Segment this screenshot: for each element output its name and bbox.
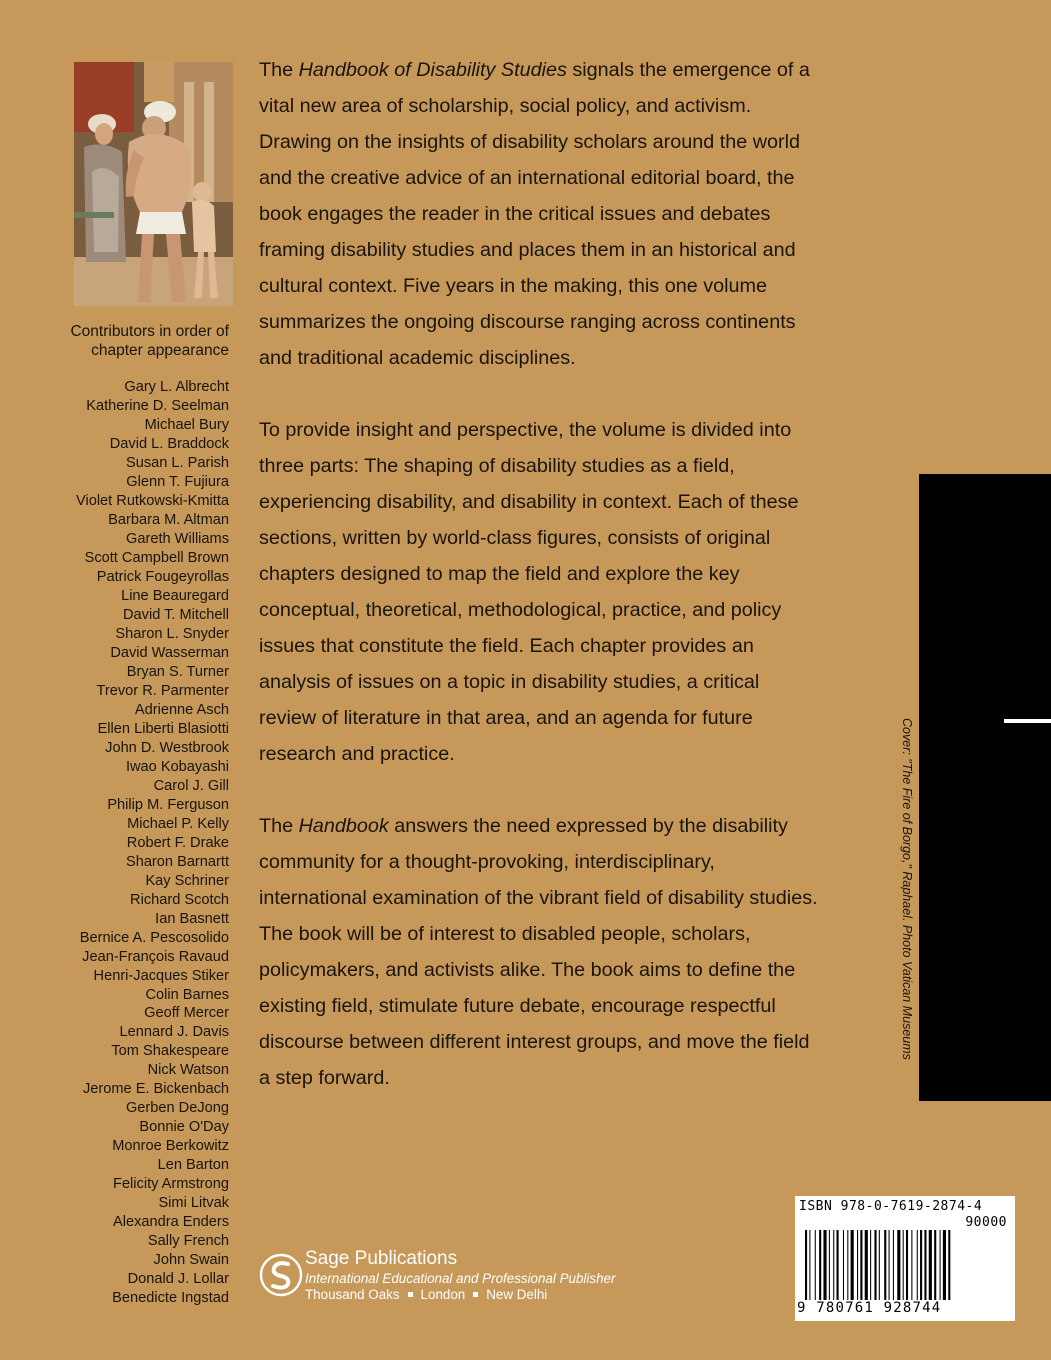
cover-credit: Cover: "The Fire of Borgo," Raphael. Photo Vatican Museums bbox=[900, 718, 914, 1060]
contributor-name: Scott Campbell Brown bbox=[84, 549, 229, 566]
city-thousand-oaks: Thousand Oaks bbox=[305, 1287, 400, 1302]
description-paragraph-1 bbox=[259, 52, 819, 376]
contributor-name: Gerben DeJong bbox=[125, 1100, 229, 1117]
contributor-name: Sally French bbox=[147, 1233, 229, 1250]
contributor-name: Michael P. Kelly bbox=[127, 815, 229, 832]
contributor-name: Alexandra Enders bbox=[112, 1214, 229, 1231]
contributor-name: John D. Westbrook bbox=[105, 739, 229, 756]
contributors-heading: Contributors in order of chapter appearance bbox=[70, 323, 229, 359]
barcode-bars-icon bbox=[805, 1230, 1009, 1300]
description-paragraph-3 bbox=[259, 808, 819, 1096]
barcode-digits: 9 780761 928744 bbox=[797, 1300, 942, 1316]
contributor-name: Felicity Armstrong bbox=[113, 1176, 229, 1193]
contributor-name: Benedicte Ingstad bbox=[112, 1290, 229, 1307]
painting-illustration bbox=[74, 62, 233, 306]
contributor-name: Philip M. Ferguson bbox=[107, 796, 229, 813]
contributor-name: Glenn T. Fujiura bbox=[126, 473, 229, 490]
contributor-name: Violet Rutkowski-Kmitta bbox=[75, 492, 229, 509]
bullet-icon bbox=[408, 1292, 413, 1297]
spine-black-panel bbox=[919, 474, 1051, 1101]
contributor-name: Bernice A. Pescosolido bbox=[79, 929, 229, 946]
contributor-name: Ellen Liberti Blasiotti bbox=[97, 720, 229, 737]
contributor-name: John Swain bbox=[153, 1252, 229, 1269]
contributor-name: Geoff Mercer bbox=[144, 1005, 229, 1022]
publisher-name: Sage Publications bbox=[305, 1248, 458, 1269]
description-text bbox=[259, 52, 819, 1132]
contributor-name: Patrick Fougeyrollas bbox=[96, 568, 229, 585]
price-code: 90000 bbox=[965, 1215, 1007, 1230]
contributor-name: Trevor R. Parmenter bbox=[96, 682, 229, 699]
bullet-icon bbox=[473, 1292, 478, 1297]
contributor-name: Bryan S. Turner bbox=[126, 663, 229, 680]
book-title: Handbook of Disability Studies bbox=[298, 59, 567, 81]
contributor-name: Henri-Jacques Stiker bbox=[93, 967, 229, 984]
contributor-name: Line Beauregard bbox=[121, 587, 229, 604]
paragraph-text: The bbox=[259, 59, 299, 81]
contributor-name: Barbara M. Altman bbox=[108, 511, 229, 528]
contributor-name: Ian Basnett bbox=[155, 910, 229, 927]
contributor-name: Gary L. Albrecht bbox=[124, 379, 229, 395]
sage-logo-icon bbox=[259, 1245, 303, 1305]
contributor-name: Colin Barnes bbox=[145, 986, 229, 1003]
city-london: London bbox=[420, 1287, 466, 1302]
contributor-name: Richard Scotch bbox=[130, 891, 229, 908]
contributor-name: Gareth Williams bbox=[126, 530, 229, 547]
paragraph-text: The bbox=[259, 815, 299, 837]
contributor-name: Donald J. Lollar bbox=[127, 1271, 229, 1288]
white-marker-bar bbox=[1004, 719, 1051, 723]
contributor-name: Lennard J. Davis bbox=[119, 1024, 229, 1041]
contributor-name: Len Barton bbox=[157, 1157, 229, 1174]
contributor-name: Jean-François Ravaud bbox=[82, 948, 229, 965]
publisher-cities bbox=[305, 1287, 547, 1302]
paragraph-text: signals the emergence of a vital new area of scholarship, social policy, and activism. Drawing on the insights of disability scholars around the world and the creative advice of an international editorial board, the book engages the reader in the critical issues and debates framing disability studies and places them in an historical and cultural context. Five years in the making, this one volume summarizes the ongoing discourse ranging across continents and traditional academic disciplines. bbox=[259, 59, 810, 369]
contributor-name: Robert F. Drake bbox=[126, 834, 229, 851]
contributor-name: Bonnie O'Day bbox=[139, 1119, 229, 1136]
contributor-name: David T. Mitchell bbox=[123, 606, 229, 623]
contributor-name: David Wasserman bbox=[110, 644, 229, 661]
contributor-name: Tom Shakespeare bbox=[111, 1043, 229, 1060]
publisher-block bbox=[259, 1245, 679, 1305]
contributor-name: Nick Watson bbox=[147, 1062, 229, 1079]
description-paragraph-2: To provide insight and perspective, the volume is divided into three parts: The shaping of disability studies as a field, experiencing disability, and disability in context. Each of these sections, written by world-class figures, consists of original chapters designed to map the field and explore the key conceptual, theoretical, methodological, practice, and policy issues that constitute the field. Each chapter provides an analysis of issues on a topic in disability studies, a critical review of literature in that area, and an agenda for future research and practice. bbox=[259, 419, 799, 765]
contributor-name: Iwao Kobayashi bbox=[125, 758, 229, 775]
cover-artwork-image bbox=[74, 62, 233, 306]
contributor-name: Sharon Barnartt bbox=[125, 853, 229, 870]
contributor-name: Jerome E. Bickenbach bbox=[82, 1081, 229, 1098]
isbn-number: ISBN 978-0-7619-2874-4 bbox=[799, 1199, 983, 1214]
publisher-tagline: International Educational and Professional Publisher bbox=[305, 1271, 616, 1286]
contributor-name: Monroe Berkowitz bbox=[112, 1138, 229, 1155]
contributors-list bbox=[29, 378, 229, 1308]
contributor-name: David L. Braddock bbox=[109, 435, 229, 452]
contributor-name: Carol J. Gill bbox=[153, 777, 229, 794]
paragraph-text: answers the need expressed by the disability community for a thought-provoking, interdisciplinary, international examination of the vibrant field of disability studies. The book will be of interest to disabled people, scholars, policymakers, and activists alike. The book aims to define the existing field, stimulate future debate, encourage respectful discourse between different interest groups, and move the field a step forward. bbox=[259, 815, 818, 1089]
contributor-name: Katherine D. Seelman bbox=[86, 397, 229, 414]
contributor-name: Simi Litvak bbox=[158, 1195, 229, 1212]
contributor-name: Kay Schriner bbox=[145, 872, 229, 889]
contributor-name: Sharon L. Snyder bbox=[115, 625, 229, 642]
contributor-name: Adrienne Asch bbox=[134, 701, 229, 718]
contributor-name: Susan L. Parish bbox=[125, 454, 229, 471]
contributor-name: Michael Bury bbox=[144, 416, 229, 433]
city-new-delhi: New Delhi bbox=[486, 1287, 548, 1302]
book-title-short: Handbook bbox=[298, 815, 389, 837]
barcode-box bbox=[795, 1196, 1015, 1321]
